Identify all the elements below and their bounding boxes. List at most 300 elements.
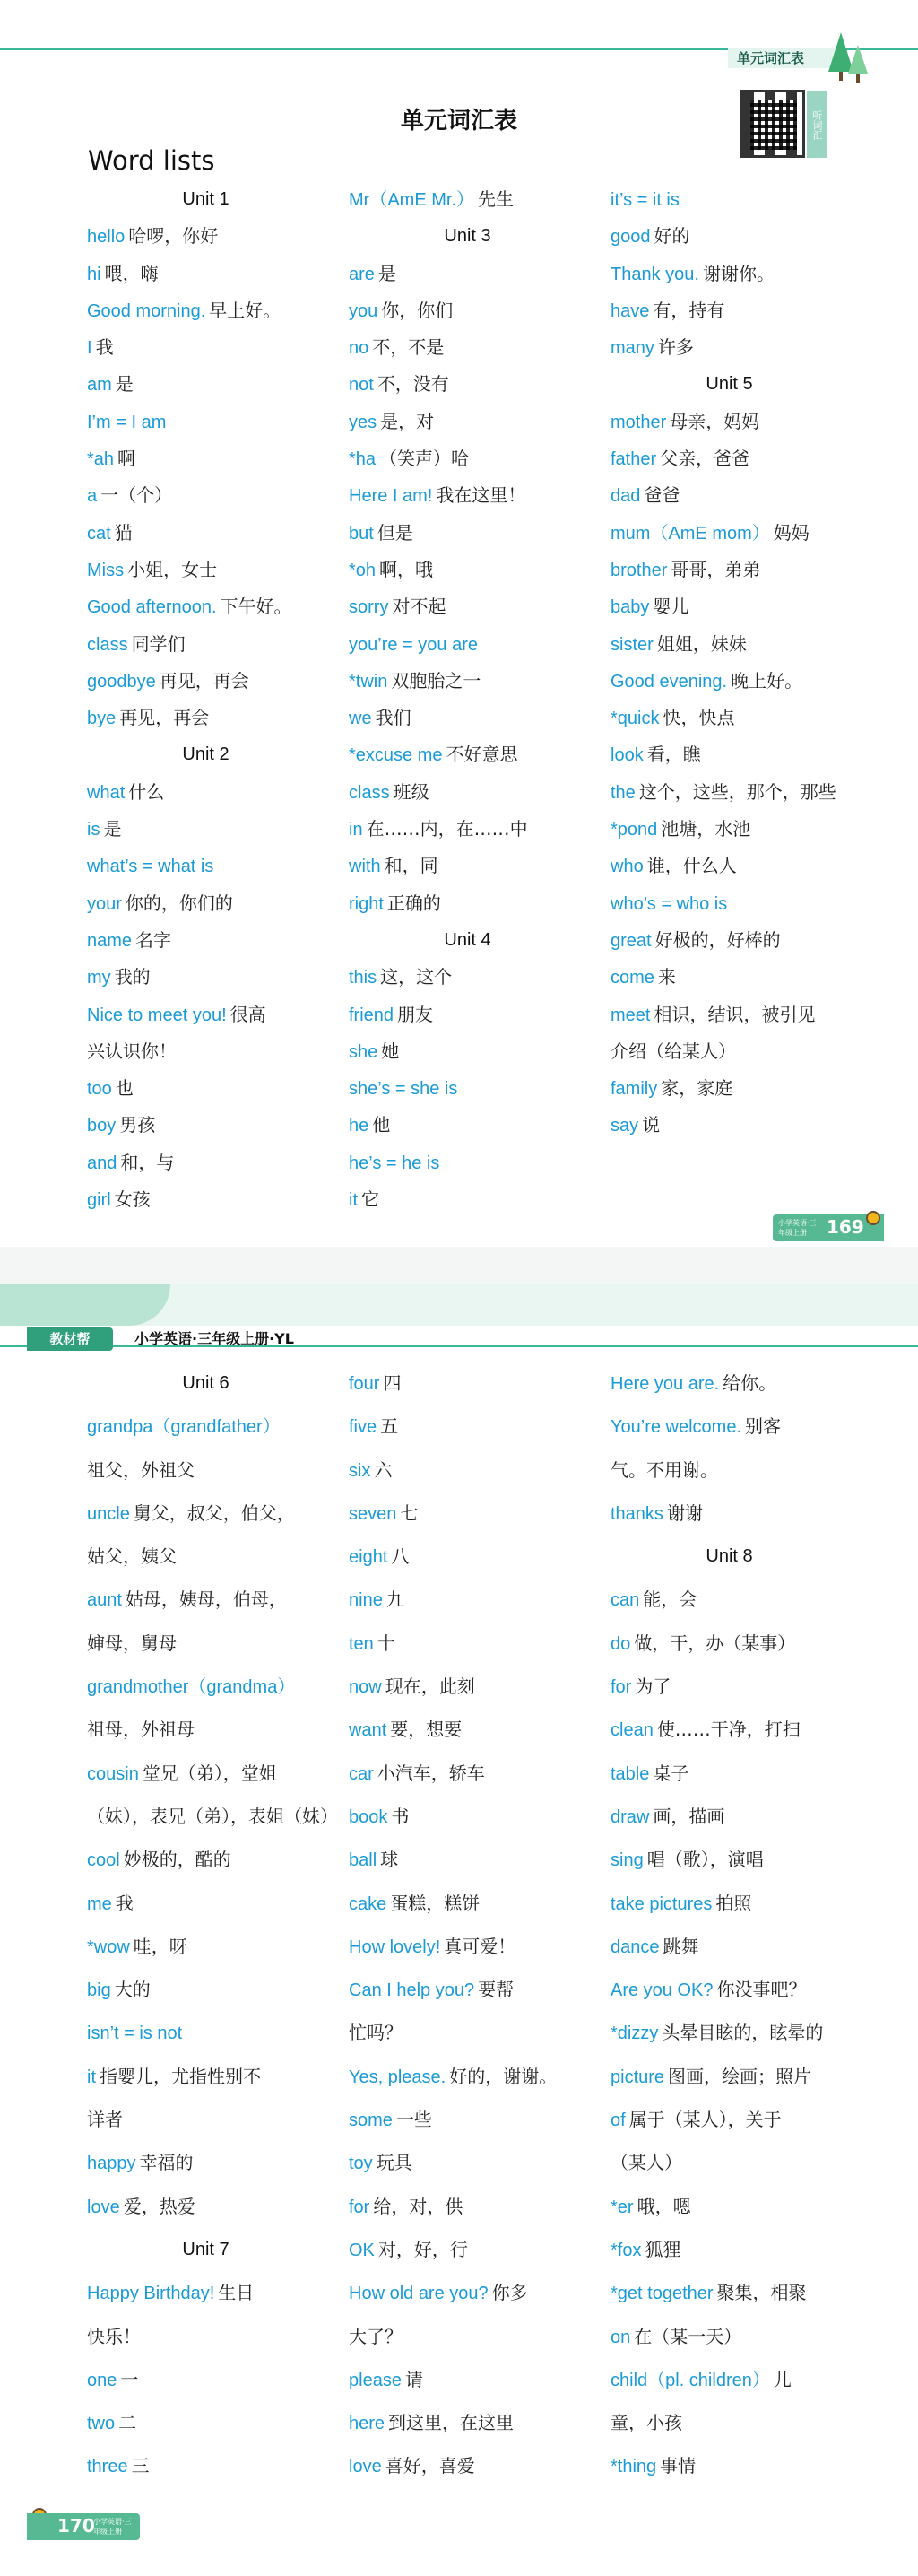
vocab-word: take pictures: [611, 1893, 713, 1914]
vocab-word: goodbye: [87, 671, 156, 692]
vocab-word: have: [611, 300, 650, 321]
vocab-word: Miss: [87, 560, 125, 580]
vocab-entry: [611, 1622, 848, 1665]
vocab-meaning: 喜好，喜爱: [385, 2455, 475, 2477]
vocab-word: he’s = he is: [349, 1153, 440, 1173]
vocab-meaning: 双胞胎之一: [391, 669, 481, 692]
vocab-entry: [87, 663, 325, 700]
vocab-word: can: [611, 1590, 640, 1611]
vocab-meaning: 下午好。: [220, 596, 292, 618]
vocab-word: *ha: [349, 449, 377, 470]
vocab-entry: [349, 626, 586, 663]
vocab-word: we: [349, 709, 372, 729]
vocab-entry: [349, 1181, 586, 1218]
vocab-word: grandmother（grandma）: [87, 1677, 296, 1698]
vocab-meaning: 谁，什么人: [646, 855, 737, 877]
vocab-meaning: 妈妈: [773, 521, 810, 544]
vocab-word: Good afternoon.: [87, 597, 217, 618]
vocab-word: now: [349, 1677, 382, 1698]
page-title: 单元词汇表: [400, 108, 517, 135]
vocab-word: who’s = who is: [611, 893, 728, 914]
vocab-entry: [611, 848, 848, 884]
vocab-meaning: 画，描画: [653, 1805, 725, 1827]
vocab-entry: [87, 477, 325, 514]
vocab-entry: [611, 1925, 848, 1968]
vocab-meaning: 池塘，水池: [661, 818, 751, 840]
vocab-word: on: [611, 2327, 631, 2347]
vocab-meaning: 要帮: [478, 1979, 515, 2001]
vocab-word: great: [611, 930, 652, 951]
vocab-entry: [349, 2141, 586, 2184]
vocab-word: family: [611, 1079, 658, 1100]
vocab-word: *excuse me: [349, 745, 443, 766]
vocab-meaning: 十: [377, 1632, 395, 1654]
vocab-meaning: 喂，嗨: [104, 262, 159, 284]
vocab-meaning: 和，同: [384, 855, 438, 877]
vocab-entry: [611, 1405, 848, 1448]
vocab-entry: [611, 181, 848, 218]
vocab-word: father: [611, 449, 657, 470]
vocab-word: want: [349, 1720, 387, 1741]
vocab-entry: [349, 848, 586, 884]
vocab-word: class: [87, 634, 128, 655]
vocab-entry: [349, 440, 586, 477]
vocab-entry: [611, 1492, 848, 1535]
vocab-meaning: （笑声）哈: [379, 448, 470, 470]
vocab-entry: [349, 366, 586, 403]
vocab-meaning: 为了: [635, 1675, 671, 1698]
vocab-meaning: 给你。: [723, 1372, 777, 1394]
vocab-word: say: [611, 1116, 639, 1136]
vocab-entry: [87, 366, 325, 403]
vocab-word: happy: [87, 2154, 136, 2174]
vocab-entry: [87, 1070, 325, 1107]
vocab-entry: [611, 2098, 848, 2141]
vocab-entry: [611, 292, 848, 329]
vocab-word: mother: [611, 412, 667, 432]
vocab-word: *wow: [87, 1936, 130, 1957]
vocab-entry: [349, 1144, 586, 1181]
vocab-word: isn’t = is not: [87, 2023, 183, 2044]
vocab-page-169: [0, 0, 918, 1247]
vocab-meaning: 哥哥，弟弟: [671, 558, 761, 580]
vocab-word: car: [349, 1763, 374, 1784]
vocab-meaning: 好极的，好棒的: [654, 928, 781, 951]
vocab-entry: [349, 959, 586, 996]
tree-icon: [848, 45, 868, 74]
vocab-word: class: [349, 782, 390, 803]
vocab-meaning: 哈啰，你好: [128, 225, 219, 248]
unit-heading: Unit 4: [444, 929, 491, 950]
vocab-word: sing: [611, 1850, 644, 1871]
vocab-meaning: 谢谢: [666, 1501, 703, 1524]
vocab-meaning: 爸爸: [644, 484, 680, 507]
vocab-entry: [349, 1405, 586, 1448]
vocab-word: friend: [349, 1005, 394, 1025]
vocab-entry: [611, 1708, 848, 1751]
vocab-word: eight: [349, 1547, 388, 1568]
vocab-meaning: 我在这里！: [436, 484, 526, 507]
vocab-entry: [349, 1665, 586, 1708]
vocab-meaning: 拍照: [715, 1892, 752, 1914]
vocab-word: How lovely!: [349, 1936, 441, 1957]
definition-continuation: 祖母，外祖母: [87, 1719, 195, 1741]
vocab-word: aunt: [87, 1590, 122, 1611]
vocab-word: this: [349, 968, 377, 988]
vocab-word: love: [87, 2197, 120, 2217]
vocab-meaning: 属于（某人），关于: [628, 2109, 782, 2131]
vocab-meaning: 要，想要: [390, 1719, 463, 1741]
vocab-entry: [349, 292, 586, 329]
page-gap: [0, 1247, 918, 1284]
vocab-meaning: 朋友: [397, 1003, 434, 1025]
vocab-entry: [87, 2055, 325, 2098]
header-tag: 单元词汇表: [728, 48, 837, 68]
definition-continuation: 气。不用谢。: [611, 1458, 718, 1481]
vocab-entry: [611, 2228, 848, 2271]
vocab-meaning: 做，干，办（某事）: [634, 1632, 796, 1654]
vocab-word: Thank you.: [611, 264, 699, 284]
vocab-entry: [611, 256, 848, 292]
vocab-word: Here you are.: [611, 1374, 720, 1394]
vocab-word: brother: [611, 560, 668, 580]
vocab-word: Can I help you?: [349, 1980, 475, 2001]
vocab-entry: [349, 515, 586, 552]
word-column-1: [87, 1362, 338, 2488]
vocab-word: I’m = I am: [87, 412, 167, 432]
vocab-word: draw: [611, 1806, 650, 1827]
vocab-entry: [87, 774, 325, 811]
vocab-entry: [87, 1838, 325, 1881]
vocab-entry: [87, 1665, 325, 1708]
vocab-entry: [611, 2315, 848, 2358]
vocab-meaning: 九: [385, 1588, 404, 1611]
word-lists-heading: Word lists: [88, 145, 215, 176]
vocab-meaning: 和，与: [120, 1151, 175, 1173]
vocab-entry: [87, 1181, 325, 1218]
vocab-word: three: [87, 2457, 128, 2477]
vocab-entry: [611, 1665, 848, 1708]
vocab-meaning: 它: [361, 1188, 379, 1211]
vocab-word: OK: [349, 2240, 375, 2260]
vocab-meaning: 真可爱！: [444, 1935, 516, 1957]
vocab-word: and: [87, 1153, 117, 1173]
definition-continuation: 详者: [87, 2109, 123, 2131]
vocab-word: she’s = she is: [349, 1079, 458, 1100]
unit-heading: Unit 6: [182, 1373, 230, 1393]
vocab-entry: [349, 1070, 586, 1107]
vocab-word: picture: [611, 2067, 665, 2087]
vocab-meaning: 再见，再会: [119, 707, 210, 729]
vocab-word: Yes, please.: [349, 2067, 446, 2087]
vocab-word: sister: [611, 634, 654, 655]
vocab-word: hello: [87, 227, 126, 248]
vocab-meaning: 爱，热爱: [123, 2195, 195, 2217]
vocab-word: look: [611, 745, 644, 766]
definition-continuation: 忙吗？: [349, 2022, 403, 2044]
definition-continuation: 快乐！: [87, 2325, 141, 2347]
vocab-entry: [349, 256, 586, 292]
vocab-entry: [87, 996, 325, 1033]
page-number: 169: [827, 1216, 864, 1238]
vocab-meaning: 在……内，在……中: [366, 818, 528, 840]
vocab-word: are: [349, 264, 375, 284]
definition-continuation: （妹），表兄（弟），表姐（妹）: [87, 1805, 338, 1827]
vocab-meaning: 啊，哦: [379, 558, 434, 580]
vocab-word: sorry: [349, 597, 389, 618]
vocab-word: four: [349, 1374, 380, 1394]
vocab-entry: [611, 2358, 848, 2401]
word-column-1: [87, 181, 325, 1218]
vocab-word: it: [87, 2067, 96, 2087]
vocab-meaning: 七: [400, 1501, 419, 1524]
vocab-word: some: [349, 2110, 393, 2131]
unit-heading: Unit 8: [706, 1546, 753, 1567]
vocab-meaning: 猫: [114, 521, 133, 544]
definition-continuation: 婶母，舅母: [87, 1632, 177, 1654]
unit-heading: Unit 2: [182, 744, 230, 765]
vocab-word: your: [87, 893, 122, 914]
vocab-word: Nice to meet you!: [87, 1005, 227, 1025]
vocab-word: ball: [349, 1850, 377, 1871]
vocab-entry: [349, 477, 586, 514]
definition-continuation: 姑父，姨父: [87, 1545, 177, 1568]
vocab-word: right: [349, 893, 384, 914]
definition-continuation: 祖父，外祖父: [87, 1458, 195, 1481]
vocab-word: no: [349, 338, 369, 359]
vocab-meaning: 什么: [128, 780, 165, 803]
vocab-entry: [87, 2401, 325, 2444]
vocab-meaning: 八: [391, 1545, 410, 1568]
vocab-entry: [349, 1362, 586, 1405]
vocab-meaning: 桌子: [653, 1762, 689, 1784]
definition-continuation: 介绍（给某人）: [611, 1040, 736, 1062]
vocab-meaning: 哦，嗯: [637, 2195, 691, 2217]
vocab-entry: [349, 2358, 586, 2401]
vocab-word: You’re welcome.: [611, 1417, 742, 1438]
vocab-entry: [349, 1622, 586, 1665]
page-number: 170: [57, 2515, 95, 2537]
vocab-word: is: [87, 820, 100, 840]
vocab-entry: [611, 552, 848, 588]
vocab-entry: [349, 1795, 586, 1838]
vocab-meaning: 许多: [657, 336, 694, 359]
vocab-meaning: 我: [115, 1892, 134, 1914]
word-column-2: [349, 1362, 586, 2488]
page-number-badge: [27, 2513, 140, 2540]
definition-continuation: 兴认识你！: [87, 1040, 177, 1062]
vocab-meaning: 我的: [114, 966, 151, 988]
vocab-meaning: 先生: [478, 188, 514, 210]
vocab-meaning: 指婴儿，尤指性别不: [100, 2065, 261, 2087]
vocab-entry: [611, 959, 848, 996]
vocab-meaning: 是: [103, 818, 122, 840]
qr-audio-tag[interactable]: 听词汇: [807, 91, 827, 158]
vocab-entry: [87, 256, 325, 292]
vocab-word: mum（AmE mom）: [611, 523, 770, 544]
vocab-word: cake: [349, 1893, 387, 1914]
vocab-meaning: 使……干净，打扫: [656, 1719, 801, 1741]
vocab-word: but: [349, 523, 374, 544]
vocab-word: love: [349, 2457, 382, 2477]
vocab-entry: [349, 1535, 586, 1578]
vocab-word: Good morning.: [87, 300, 206, 321]
vocab-meaning: 小汽车，轿车: [377, 1762, 485, 1784]
vocab-meaning: 图画，绘画；照片: [668, 2065, 812, 2087]
tree-trunk: [856, 74, 860, 83]
unit-heading: Unit 1: [182, 189, 230, 209]
vocab-meaning: 正确的: [386, 892, 441, 914]
vocab-entry: [611, 1362, 848, 1405]
vocab-entry: [611, 663, 848, 700]
vocab-meaning: 别客: [745, 1415, 782, 1438]
vocab-word: with: [349, 857, 381, 877]
vocab-meaning: 姐姐，妹妹: [656, 632, 747, 655]
word-column-3: [611, 181, 848, 1144]
vocab-entry: [349, 2271, 586, 2314]
vocab-meaning: 你，你们: [381, 299, 454, 321]
vocab-word: he: [349, 1116, 369, 1136]
vocab-meaning: 名字: [135, 928, 172, 951]
vocab-word: five: [349, 1417, 377, 1438]
vocab-meaning: 是: [115, 373, 134, 396]
vocab-meaning: 蛋糕，糕饼: [390, 1892, 481, 1914]
vocab-meaning: 你没事吧？: [716, 1979, 807, 2001]
vocab-entry: [87, 2358, 325, 2401]
vocab-entry: [611, 700, 848, 736]
vocab-word: *ah: [87, 449, 115, 470]
vocab-entry: [87, 2185, 325, 2228]
vocab-entry: [349, 2098, 586, 2141]
vocab-entry: [349, 588, 586, 625]
vocab-meaning: 一（个）: [100, 484, 173, 507]
vocab-meaning: 二: [118, 2412, 137, 2434]
vocab-meaning: 小姐，女士: [127, 558, 218, 580]
vocab-entry: [349, 1578, 586, 1621]
vocab-entry: [349, 1838, 586, 1881]
vocab-meaning: 姑母，姨母，伯母，: [125, 1588, 287, 1611]
vocab-word: *pond: [611, 820, 658, 840]
vocab-meaning: 四: [383, 1372, 402, 1394]
vocab-word: cousin: [87, 1763, 139, 1784]
vocab-word: thanks: [611, 1503, 663, 1524]
vocab-word: Happy Birthday!: [87, 2284, 215, 2304]
vocab-entry: [349, 1708, 586, 1751]
vocab-entry: [349, 700, 586, 736]
vocab-meaning: 事情: [660, 2455, 697, 2477]
vocab-word: yes: [349, 412, 377, 432]
vocab-entry: [87, 404, 325, 440]
vocab-word: *dizzy: [611, 2023, 659, 2044]
vocab-entry: [349, 1968, 586, 2011]
vocab-word: book: [349, 1806, 388, 1827]
brand-tag: 教材帮: [27, 1327, 113, 1351]
vocab-entry: [87, 1107, 325, 1144]
unit-heading: Unit 3: [444, 226, 491, 247]
vocab-word: six: [349, 1460, 371, 1481]
vocab-entry: [87, 700, 325, 736]
vocab-entry: [87, 811, 325, 848]
vocab-meaning: 相识，结识，被引见: [654, 1003, 816, 1025]
vocab-meaning: 来: [657, 966, 676, 988]
vocab-entry: [611, 588, 848, 625]
vocab-meaning: 对，好，行: [377, 2238, 468, 2260]
vocab-entry: [87, 2271, 325, 2314]
word-column-3: [611, 1362, 848, 2488]
vocab-entry: [349, 1882, 586, 1925]
vocab-word: *quick: [611, 709, 660, 729]
vocab-meaning: 唱（歌），演唱: [646, 1849, 764, 1871]
vocab-entry: [87, 515, 325, 552]
definition-continuation: （某人）: [611, 2152, 682, 2174]
vocab-entry: [87, 959, 325, 996]
vocab-meaning: 快，快点: [663, 707, 735, 729]
vocab-word: for: [349, 2197, 370, 2217]
vocab-entry: [349, 1033, 586, 1070]
vocab-meaning: 是，对: [380, 410, 435, 432]
vocab-entry: [611, 774, 848, 811]
vocab-word: seven: [349, 1503, 397, 1524]
vocab-page-170: [0, 1284, 918, 2576]
vocab-word: do: [611, 1633, 631, 1654]
vocab-meaning: 这，这个: [380, 966, 453, 988]
vocab-entry: [349, 2228, 586, 2271]
vocab-entry: [349, 2055, 586, 2098]
definition-continuation: 大了？: [349, 2325, 403, 2347]
vocab-meaning: 班级: [393, 780, 429, 803]
vocab-meaning: 妙极的，酷的: [123, 1849, 231, 1871]
vocab-meaning: 五: [380, 1415, 399, 1438]
unit-heading: Unit 7: [182, 2239, 230, 2259]
vocab-meaning: 堂兄（弟），堂姐: [142, 1762, 277, 1784]
vocab-entry: [87, 922, 325, 959]
vocab-word: too: [87, 1079, 112, 1100]
vocab-word: come: [611, 968, 654, 988]
vocab-word: name: [87, 930, 133, 951]
vocab-entry: [349, 885, 586, 922]
vocab-entry: [87, 440, 325, 477]
vocab-entry: [349, 996, 586, 1033]
vocab-entry: [611, 996, 848, 1033]
footer-label: 小学英语·三年级上册: [778, 1219, 817, 1237]
vocab-word: big: [87, 1980, 111, 2001]
vocab-word: Are you OK?: [611, 1980, 714, 2001]
vocab-word: baby: [611, 597, 650, 618]
vocab-meaning: 很高: [230, 1003, 266, 1025]
vocab-meaning: 我: [95, 336, 114, 359]
vocab-word: Good evening.: [611, 671, 728, 692]
vocab-meaning: 你多: [491, 2282, 528, 2304]
vocab-word: not: [349, 375, 374, 396]
vocab-entry: [611, 1107, 848, 1144]
vocab-entry: [87, 1578, 325, 1621]
vocab-entry: [611, 1882, 848, 1925]
vocab-meaning: 到这里，在这里: [388, 2412, 515, 2434]
vocab-meaning: 我们: [375, 707, 411, 729]
vocab-entry: [611, 329, 848, 366]
vocab-entry: [87, 2444, 325, 2487]
vocab-word: How old are you?: [349, 2284, 489, 2304]
vocab-entry: [611, 1578, 848, 1621]
vocab-meaning: 儿: [773, 2368, 792, 2390]
vocab-entry: [611, 811, 848, 848]
vocab-word: dance: [611, 1936, 660, 1957]
vocab-word: dad: [611, 486, 641, 507]
vocab-meaning: 生日: [218, 2282, 255, 2304]
vocab-word: you’re = you are: [349, 634, 478, 655]
vocab-entry: [349, 2444, 586, 2487]
qr-code-icon[interactable]: [740, 90, 805, 158]
